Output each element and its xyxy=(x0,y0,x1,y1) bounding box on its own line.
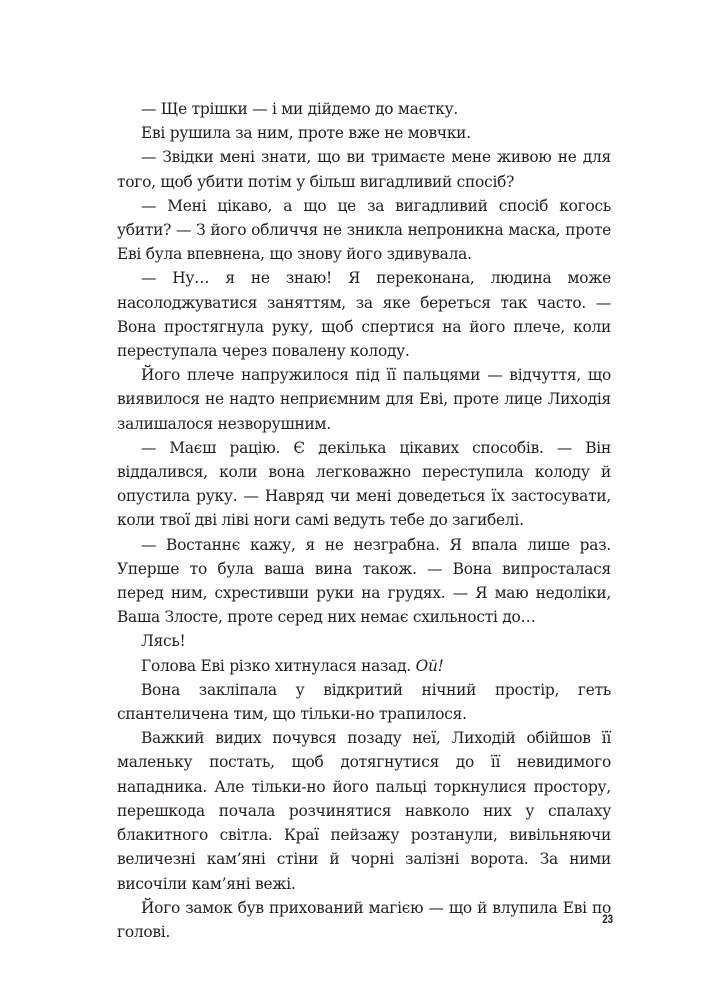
paragraph: — Мені цікаво, а що це за вигадливий спосіб когось убити? — З його обличчя не зникла непроникна маска, проте Еві була впевнена, що знову його здивувала. xyxy=(117,196,611,264)
paragraph: — Ну… я не знаю! Я переконана, людина може насолоджуватися заняттям, за яке береться так часто. — Вона простягнула руку, щоб спертися на його плече, коли переступала через повалену колоду. xyxy=(117,269,611,361)
paragraph: Лясь! xyxy=(141,632,186,651)
paragraph-text: Голова Еві різко хитнулася назад. xyxy=(141,656,411,675)
paragraph: Важкий видих почувся позаду неї, Лиходій обійшов її маленьку постать, щоб дотягнутися до її невидимого нападника. Але тільки-но його пальці торкнулися простору, перешкода почала розчинятися навколо них у спалаху блакитного світла. Краї пейзажу розтанули, вивільняючи величезні кам’яні стіни й чорні залізні ворота. За ними височіли кам’яні вежі. xyxy=(117,729,611,893)
paragraph: Вона закліпала у відкритий нічний простір, геть спантеличена тим, що тільки-но трапилося. xyxy=(117,680,611,724)
paragraph: Еві рушила за ним, проте вже не мовчки. xyxy=(141,124,471,143)
paragraph: — Маєш рацію. Є декілька цікавих способів. — Він віддалився, коли вона легковажно переступила колоду й опустила руку. — Навряд чи мені доведеться їх застосувати, коли твої дві ліві ноги самі ведуть тебе до загибелі. xyxy=(117,438,611,530)
paragraph: — Ще трішки — і ми дійдемо до маєтку. xyxy=(141,100,459,118)
paragraph: — Звідки мені знати, що ви тримаєте мене живою не для того, щоб убити потім у більш вигадливий спосіб? xyxy=(117,148,611,191)
italic-exclamation: Ой! xyxy=(415,656,444,675)
body-text xyxy=(117,97,611,944)
page-number: 23 xyxy=(602,912,613,926)
paragraph: — Востаннє кажу, я не незграбна. Я впала лише раз. Уперше то була ваша вина також. — Вона випросталася перед ним, схрестивши руки на грудях. — Я маю недоліки, Ваша Злосте, проте серед них немає схильності до… xyxy=(117,535,611,627)
paragraph: Його замок був прихований магією — що й влупила Еві по голові. xyxy=(117,898,611,941)
paragraph: Його плече напружилося під її пальцями — відчуття, що виявилося не надто неприємним для Еві, проте лице Лиходія залишалося незворушним. xyxy=(117,366,611,433)
paragraph xyxy=(117,654,611,678)
